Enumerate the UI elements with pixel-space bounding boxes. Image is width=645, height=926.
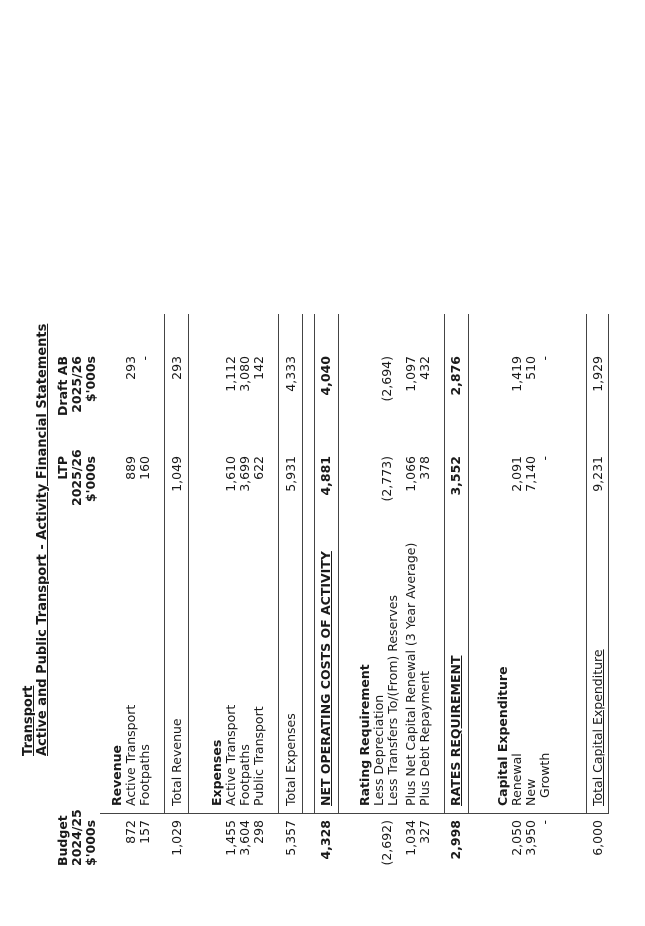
capex-heading: Capital Expenditure xyxy=(495,666,510,806)
ltp-header-2: 2025/26 xyxy=(69,449,84,506)
expenses-row-draft: 1,112 xyxy=(223,356,238,392)
total-capex-ltp: 9,231 xyxy=(590,456,605,492)
rating-row-budget: 1,034 xyxy=(403,820,418,856)
draft-header-1: Draft AB xyxy=(55,356,70,416)
capex-row-draft: 1,419 xyxy=(509,356,524,392)
total-expenses-budget: 5,357 xyxy=(283,820,298,856)
capex-row-budget: 3,950 xyxy=(523,820,538,856)
revenue-row-label: Footpaths xyxy=(137,744,152,806)
capex-row-draft: 510 xyxy=(523,356,538,380)
revenue-row-draft: 293 xyxy=(123,356,138,380)
rating-row-ltp: (2,773) xyxy=(379,456,394,502)
rating-row-ltp: 1,066 xyxy=(403,456,418,492)
total-capex-budget: 6,000 xyxy=(590,820,605,856)
capex-row-budget: 2,050 xyxy=(509,820,524,856)
rating-heading: Rating Requirement xyxy=(357,664,372,806)
budget-header-1: Budget xyxy=(55,815,70,866)
rating-row-draft: 1,097 xyxy=(403,356,418,392)
expenses-row-budget: 3,604 xyxy=(237,820,252,856)
capex-row-label: Growth xyxy=(537,752,552,798)
total-capex-label: Total Capital Expenditure xyxy=(590,649,605,806)
capex-row-label: New xyxy=(523,778,538,806)
capex-row-budget: - xyxy=(537,820,552,825)
revenue-heading: Revenue xyxy=(109,744,124,806)
draft-header-3: $'000s xyxy=(83,356,98,403)
budget-header-2: 2024/25 xyxy=(69,809,84,866)
expenses-row-ltp: 1,610 xyxy=(223,456,238,492)
draft-header-2: 2025/26 xyxy=(69,356,84,413)
rating-row-label: Less Depreciation xyxy=(371,694,386,806)
total-revenue-label: Total Revenue xyxy=(169,718,184,806)
revenue-row-label: Active Transport xyxy=(123,704,138,806)
total-expenses-label: Total Expenses xyxy=(283,713,298,806)
expenses-row-budget: 298 xyxy=(251,820,266,844)
total-revenue-ltp: 1,049 xyxy=(169,456,184,492)
rating-row-label: Plus Net Capital Renewal (3 Year Average) xyxy=(403,542,418,806)
rating-row-label: Less Transfers To/(From) Reserves xyxy=(385,594,400,806)
total-capex-draft: 1,929 xyxy=(590,356,605,392)
rates-requirement-label: RATES REQUIREMENT xyxy=(448,655,463,806)
revenue-row-budget: 157 xyxy=(137,820,152,844)
expenses-row-draft: 142 xyxy=(251,356,266,380)
rates-requirement-ltp: 3,552 xyxy=(448,456,463,496)
net-operating-draft: 4,040 xyxy=(318,356,333,396)
revenue-row-ltp: 160 xyxy=(137,456,152,480)
ltp-header-1: LTP xyxy=(55,456,70,480)
rates-requirement-draft: 2,876 xyxy=(448,356,463,396)
expenses-row-ltp: 3,699 xyxy=(237,456,252,492)
statement-title: Active and Public Transport - Activity Financial Statements xyxy=(35,323,50,756)
capex-row-draft: - xyxy=(537,356,552,361)
ltp-header-3: $'000s xyxy=(83,456,98,503)
expenses-row-label: Public Transport xyxy=(251,706,266,806)
total-revenue-budget: 1,029 xyxy=(169,820,184,856)
revenue-row-draft: - xyxy=(137,356,152,361)
rating-row-budget: (2,692) xyxy=(379,820,394,866)
section-title: Transport xyxy=(21,685,36,756)
total-expenses-ltp: 5,931 xyxy=(283,456,298,492)
expenses-row-label: Active Transport xyxy=(223,704,238,806)
capex-row-label: Renewal xyxy=(509,753,524,806)
expenses-row-draft: 3,080 xyxy=(237,356,252,392)
capex-row-ltp: 7,140 xyxy=(523,456,538,492)
expenses-row-budget: 1,455 xyxy=(223,820,238,856)
rating-row-label: Plus Debt Repayment xyxy=(417,670,432,806)
revenue-row-budget: 872 xyxy=(123,820,138,844)
total-revenue-draft: 293 xyxy=(169,356,184,380)
revenue-row-ltp: 889 xyxy=(123,456,138,480)
net-operating-budget: 4,328 xyxy=(318,820,333,860)
expenses-heading: Expenses xyxy=(209,739,224,806)
capex-row-ltp: - xyxy=(537,456,552,461)
rating-row-ltp: 378 xyxy=(417,456,432,480)
rates-requirement-budget: 2,998 xyxy=(448,820,463,860)
rating-row-draft: 432 xyxy=(417,356,432,380)
net-operating-ltp: 4,881 xyxy=(318,456,333,496)
expenses-row-ltp: 622 xyxy=(251,456,266,480)
capex-row-ltp: 2,091 xyxy=(509,456,524,492)
budget-header-3: $'000s xyxy=(83,819,98,866)
net-operating-label: NET OPERATING COSTS OF ACTIVITY xyxy=(318,551,333,806)
rating-row-draft: (2,694) xyxy=(379,356,394,402)
total-expenses-draft: 4,333 xyxy=(283,356,298,392)
rating-row-budget: 327 xyxy=(417,820,432,844)
expenses-row-label: Footpaths xyxy=(237,744,252,806)
